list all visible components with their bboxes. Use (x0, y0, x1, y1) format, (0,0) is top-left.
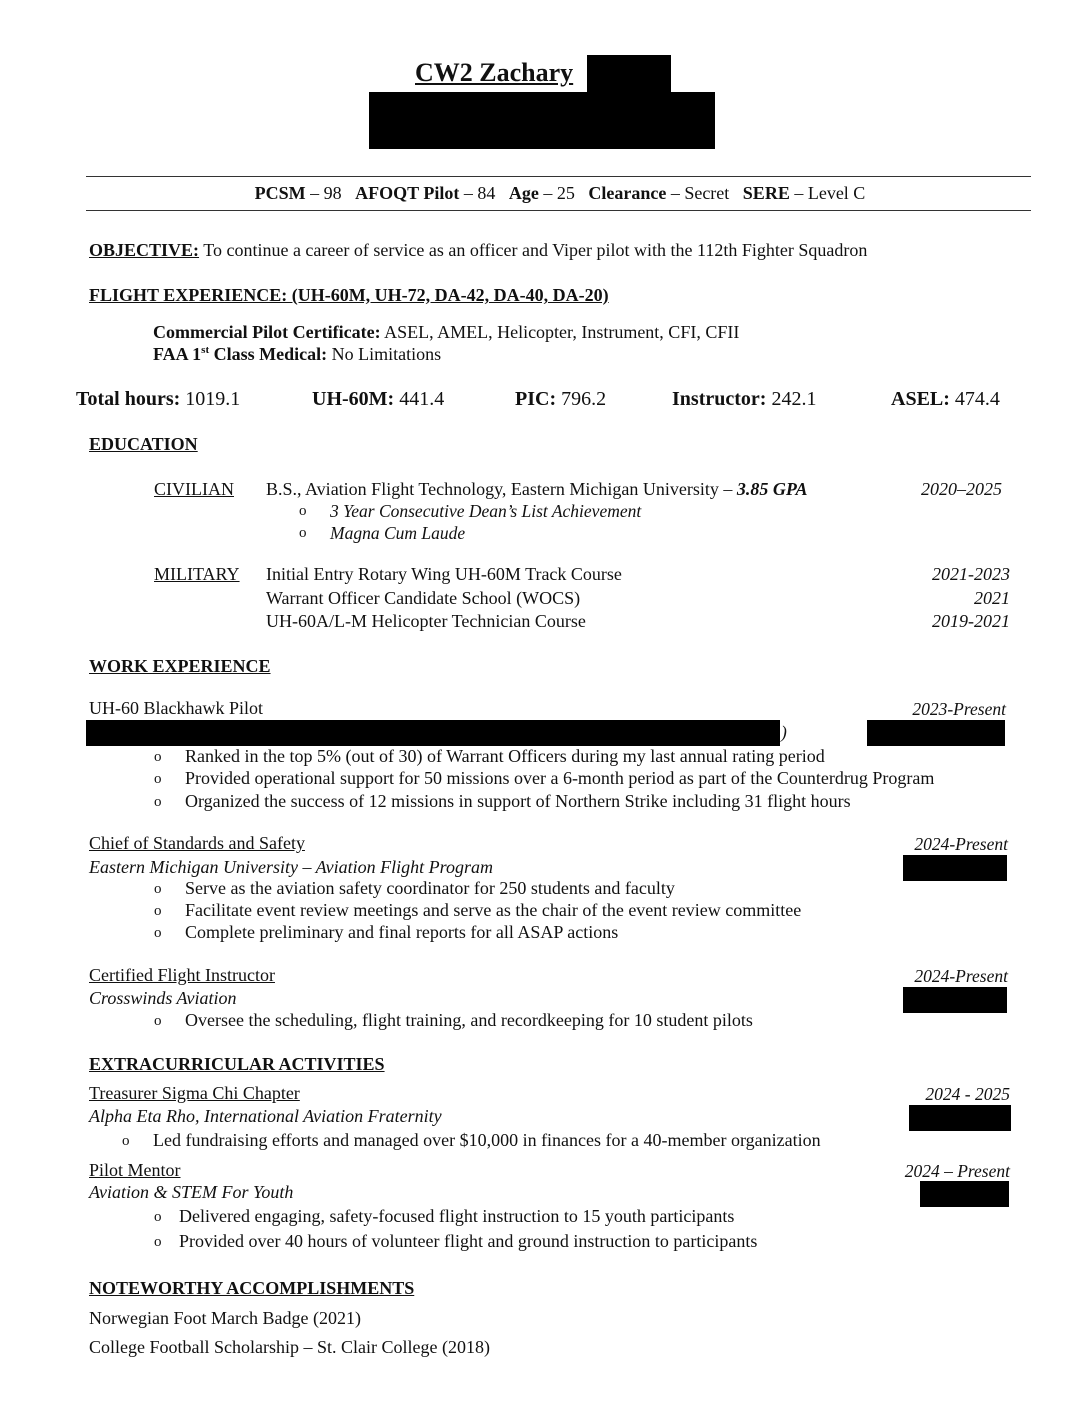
commercial-certificate: Commercial Pilot Certificate: ASEL, AMEL, Helicopter, Instrument, CFI, CFII (153, 322, 740, 342)
bullet-icon: o (154, 794, 162, 810)
activity-title: Pilot Mentor (89, 1160, 181, 1180)
bullet-icon: o (122, 1133, 130, 1149)
redaction-bar (867, 720, 1005, 746)
military-course: Warrant Officer Candidate School (WOCS) (266, 588, 581, 608)
bullet-icon: o (154, 1209, 162, 1225)
bullet-icon: o (154, 925, 162, 941)
job-title: Chief of Standards and Safety (89, 833, 305, 853)
faa-medical: FAA 1st Class Medical: No Limitations (153, 344, 442, 364)
bullet-icon: o (154, 1013, 162, 1029)
job-organization: Eastern Michigan University – Aviation Flight Program (89, 857, 493, 877)
activity-organization: Alpha Eta Rho, International Aviation Fraternity (89, 1106, 442, 1126)
divider-top (86, 176, 1031, 177)
list-item: Ranked in the top 5% (out of 30) of Warrant Officers during my last annual rating period (185, 746, 825, 766)
candidate-name: CW2 Zachary (415, 58, 574, 87)
redaction-bar (909, 1105, 1011, 1131)
accomplishment-item: Norwegian Foot March Badge (2021) (89, 1308, 361, 1328)
list-item: Magna Cum Laude (330, 523, 466, 543)
accomplishment-item: College Football Scholarship – St. Clair College (2018) (89, 1337, 490, 1357)
work-experience-heading: WORK EXPERIENCE (89, 656, 271, 676)
hours-asel: ASEL: 474.4 (891, 388, 1000, 410)
list-item: Led fundraising efforts and managed over $10,000 in finances for a 40-member organization (153, 1130, 821, 1150)
extracurricular-heading: EXTRACURRICULAR ACTIVITIES (89, 1054, 385, 1074)
activity-title: Treasurer Sigma Chi Chapter (89, 1083, 300, 1103)
list-item: Complete preliminary and final reports for all ASAP actions (185, 922, 619, 942)
list-item: Facilitate event review meetings and serve as the chair of the event review committee (185, 900, 802, 920)
divider-bottom (86, 210, 1031, 211)
list-item: Organized the success of 12 missions in support of Northern Strike including 31 flight hours (185, 791, 851, 811)
redaction-bar (903, 987, 1007, 1013)
redaction-bar (903, 855, 1007, 881)
redaction-bar (369, 92, 715, 149)
hours-instructor: Instructor: 242.1 (672, 388, 817, 410)
military-course: UH-60A/L-M Helicopter Technician Course (266, 611, 586, 631)
redaction-bar (920, 1181, 1009, 1207)
bullet-icon: o (154, 771, 162, 787)
redaction-bar (86, 720, 780, 746)
list-item: Serve as the aviation safety coordinator for 250 students and faculty (185, 878, 675, 898)
activity-dates: 2024 - 2025 (925, 1084, 1010, 1104)
job-dates: 2024-Present (914, 834, 1008, 854)
job-title: Certified Flight Instructor (89, 965, 275, 985)
job-paren: ) (781, 722, 787, 742)
stats-line: PCSM – 98 AFOQT Pilot – 84 Age – 25 Clearance – Secret SERE – Level C (254, 183, 866, 203)
military-dates: 2021 (974, 588, 1010, 608)
education-heading: EDUCATION (89, 434, 198, 454)
civilian-dates: 2020–2025 (921, 479, 1002, 499)
redaction-bar (587, 55, 671, 95)
civilian-label: CIVILIAN (154, 479, 234, 499)
list-item: 3 Year Consecutive Dean’s List Achievement (330, 501, 642, 521)
job-organization: Crosswinds Aviation (89, 988, 237, 1008)
list-item: Oversee the scheduling, flight training, and recordkeeping for 10 student pilots (185, 1010, 753, 1030)
bullet-icon: o (154, 749, 162, 765)
military-course: Initial Entry Rotary Wing UH-60M Track Course (266, 564, 622, 584)
objective-line: OBJECTIVE: To continue a career of service as an officer and Viper pilot with the 112th Fighter Squadron (89, 240, 868, 260)
hours-total: Total hours: 1019.1 (76, 388, 241, 410)
bullet-icon: o (299, 525, 307, 541)
hours-uh60m: UH-60M: 441.4 (312, 388, 445, 410)
hours-pic: PIC: 796.2 (515, 388, 607, 410)
job-dates: 2023-Present (912, 699, 1006, 719)
bullet-icon: o (299, 503, 307, 519)
accomplishments-heading: NOTEWORTHY ACCOMPLISHMENTS (89, 1278, 415, 1298)
flight-experience-heading: FLIGHT EXPERIENCE: (UH-60M, UH-72, DA-42, DA-40, DA-20) (89, 285, 609, 305)
military-dates: 2019-2021 (932, 611, 1010, 631)
activity-organization: Aviation & STEM For Youth (89, 1182, 294, 1202)
activity-dates: 2024 – Present (904, 1161, 1010, 1181)
bullet-icon: o (154, 1234, 162, 1250)
bullet-icon: o (154, 903, 162, 919)
civilian-degree: B.S., Aviation Flight Technology, Eastern Michigan University – 3.85 GPA (266, 479, 808, 499)
list-item: Provided over 40 hours of volunteer flight and ground instruction to participants (179, 1231, 758, 1251)
list-item: Delivered engaging, safety-focused flight instruction to 15 youth participants (179, 1206, 735, 1226)
job-dates: 2024-Present (914, 966, 1008, 986)
job-title: UH-60 Blackhawk Pilot (89, 698, 263, 718)
list-item: Provided operational support for 50 missions over a 6-month period as part of the Counterdrug Program (185, 768, 935, 788)
military-dates: 2021-2023 (932, 564, 1010, 584)
bullet-icon: o (154, 881, 162, 897)
military-label: MILITARY (154, 564, 240, 584)
